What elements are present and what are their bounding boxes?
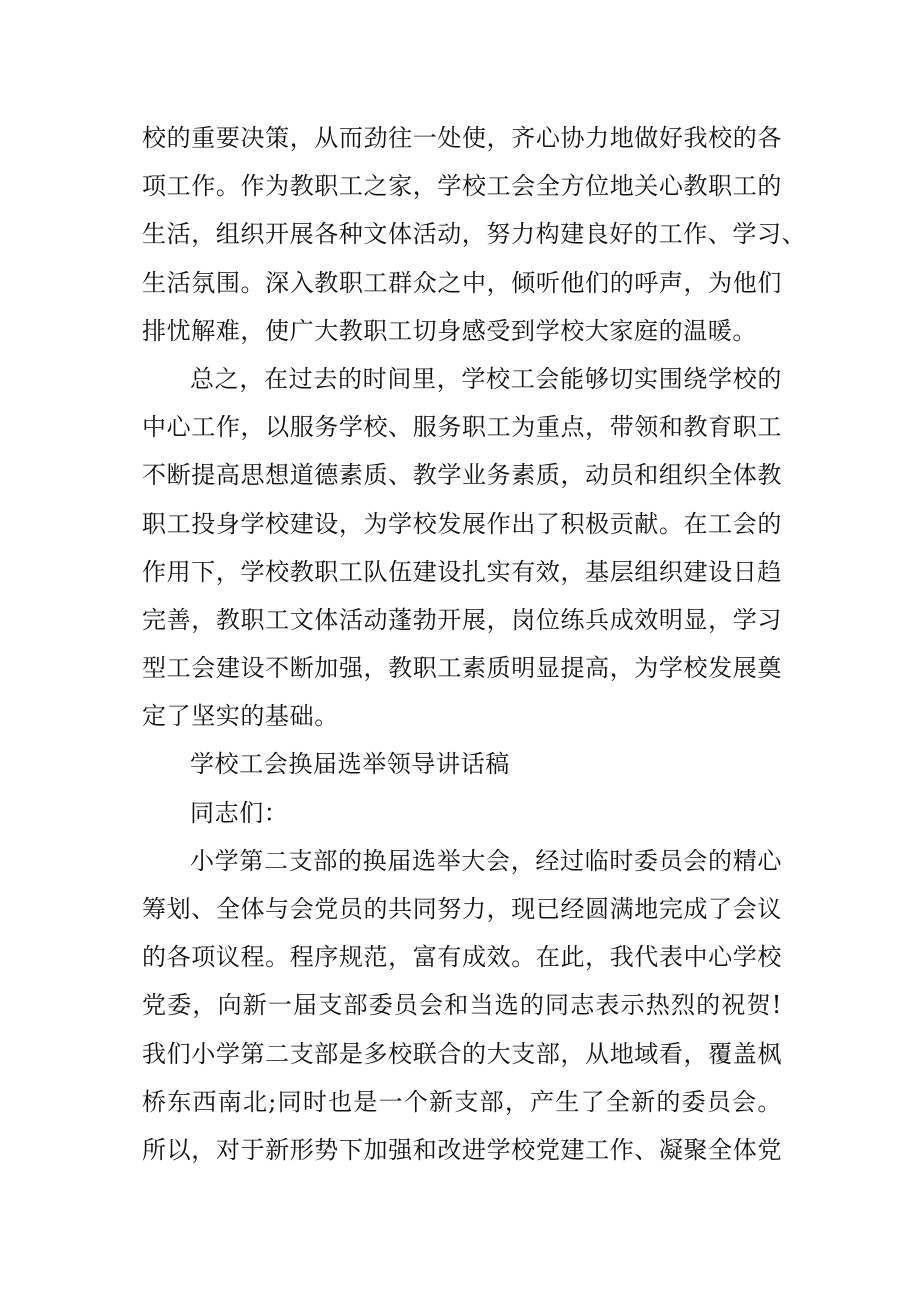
salutation <box>142 789 782 837</box>
text-line: 筹划、全体与会党员的共同努力，现已经圆满地完成了会议 <box>142 895 782 923</box>
text-line: 小学第二支部的换届选举大会，经过临时委员会的精心 <box>190 846 782 875</box>
paragraph-summary <box>142 355 782 741</box>
text-line: 校的重要决策，从而劲往一处使，齐心协力地做好我校的各 <box>142 124 782 152</box>
text-line: 我们小学第二支部是多校联合的大支部，从地域看，覆盖枫 <box>142 1039 782 1068</box>
text-line: 总之，在过去的时间里，学校工会能够切实围绕学校的 <box>190 364 782 393</box>
text-line: 中心工作，以服务学校、服务职工为重点，带领和教育职工 <box>142 413 782 442</box>
section-title <box>142 740 782 788</box>
text-line: 同志们： <box>190 798 289 827</box>
text-line: 项工作。作为教职工之家，学校工会全方位地关心教职工的 <box>142 172 782 201</box>
paragraph-continuation <box>142 114 807 355</box>
text-line: 作用下，学校教职工队伍建设扎实有效，基层组织建设日趋 <box>142 557 782 586</box>
text-line: 的各项议程。程序规范，富有成效。在此，我代表中心学校 <box>142 943 782 972</box>
paragraph-speech <box>142 837 782 1174</box>
text-line: 职工投身学校建设，为学校发展作出了积极贡献。在工会的 <box>142 509 782 538</box>
text-line: 排忧解难，使广大教职工切身感受到学校大家庭的温暖。 <box>142 316 757 345</box>
text-line: 型工会建设不断加强，教职工素质明显提高，为学校发展奠 <box>142 654 782 683</box>
document-page <box>142 114 807 1174</box>
text-line: 所以，对于新形势下加强和改进学校党建工作、凝聚全体党 <box>142 1135 782 1164</box>
text-line: 不断提高思想道德素质、教学业务素质，动员和组织全体教 <box>142 461 782 490</box>
text-line: 桥东西南北;同时也是一个新支部，产生了全新的委员会。 <box>142 1087 782 1116</box>
text-line: 党委，向新一届支部委员会和当选的同志表示热烈的祝贺! <box>142 991 782 1020</box>
text-line: 生活，组织开展各种文体活动，努力构建良好的工作、学习、 <box>142 220 807 249</box>
text-line: 定了坚实的基础。 <box>142 702 339 731</box>
text-line: 学校工会换届选举领导讲话稿 <box>190 750 510 779</box>
text-line: 生活氛围。深入教职工群众之中，倾听他们的呼声，为他们 <box>142 268 782 297</box>
text-line: 完善，教职工文体活动蓬勃开展，岗位练兵成效明显，学习 <box>142 605 782 634</box>
